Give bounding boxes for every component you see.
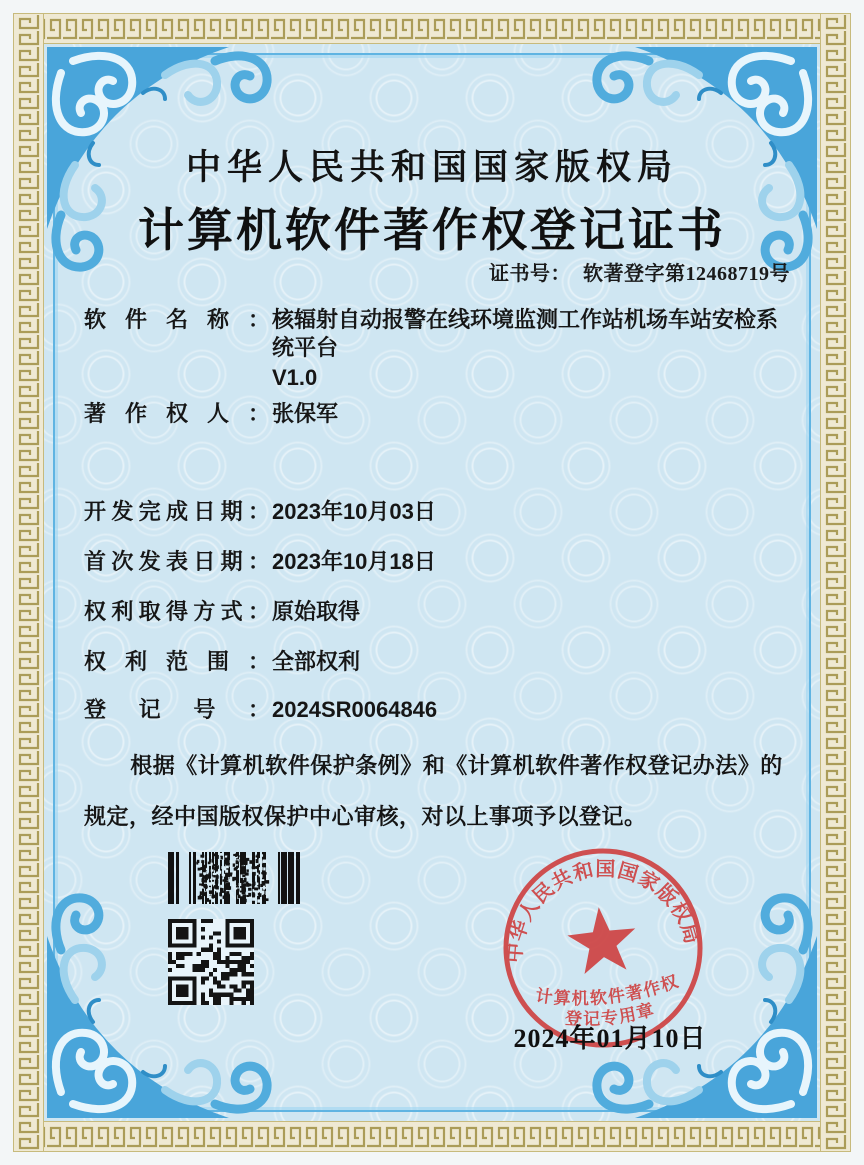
barcode	[168, 852, 300, 904]
software-name-value: 核辐射自动报警在线环境监测工作站机场车站安检系统平台 V1.0	[272, 306, 784, 392]
software-name-label: 软件名称：	[84, 307, 270, 332]
certificate-number-value: 软著登字第12468719号	[583, 263, 790, 285]
seal-star-icon	[565, 904, 640, 976]
certificate-title: 计算机软件著作权登记证书	[138, 205, 726, 256]
scope-value: 全部权利	[272, 649, 361, 674]
dev-date-value: 2023年10月03日	[272, 499, 436, 524]
seal-ring-text: 中华人民共和国国家版权局	[503, 858, 704, 964]
field-rights-scope	[84, 648, 360, 676]
owner-value: 张保军	[272, 401, 339, 426]
qr-code	[168, 919, 254, 1005]
field-software-name	[84, 306, 784, 392]
registration-number-label: 登记号：	[84, 697, 270, 722]
field-registration-number	[84, 696, 437, 724]
acquisition-label: 权利取得方式：	[84, 599, 270, 624]
owner-label: 著作权人：	[84, 401, 270, 426]
dev-date-label: 开发完成日期：	[84, 499, 270, 524]
greek-key-border-bottom	[13, 1121, 851, 1152]
certificate-number-label: 证书号：	[489, 263, 571, 285]
acquisition-value: 原始取得	[272, 599, 361, 624]
registration-number-value: 2024SR0064846	[272, 697, 438, 722]
field-rights-acquisition	[84, 598, 360, 626]
seal-text-line1: 计算机软件著作权	[534, 971, 682, 1009]
greek-key-border-top	[13, 13, 851, 44]
seal-text-line2: 登记专用章	[564, 999, 658, 1029]
field-first-publish-date	[84, 548, 436, 576]
registration-statement: 根据《计算机软件保护条例》和《计算机软件著作权登记办法》的规定，经中国版权保护中心审核，对以上事项予以登记。	[84, 753, 783, 829]
pub-date-value: 2023年10月18日	[272, 549, 436, 574]
software-version: V1.0	[272, 365, 318, 390]
issuing-authority-title: 中华人民共和国国家版权局	[185, 148, 678, 187]
issue-date: 2024年01月10日	[513, 1024, 707, 1053]
certificate-number	[489, 257, 790, 286]
field-copyright-owner	[84, 400, 338, 428]
field-dev-complete-date	[84, 498, 436, 526]
pub-date-label: 首次发表日期：	[84, 549, 270, 574]
scope-label: 权利范围：	[84, 649, 270, 674]
